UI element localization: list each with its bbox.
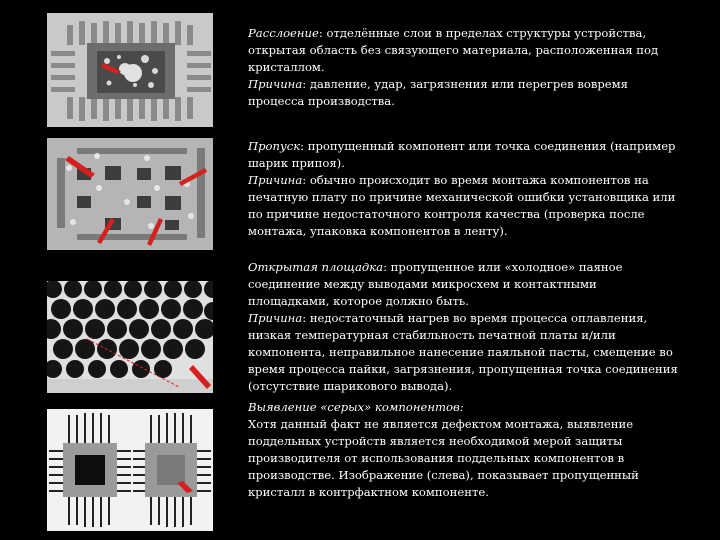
cause-label: Причина <box>248 77 303 91</box>
counterfeit-chip-xray-image <box>47 409 213 531</box>
open-pad-cause <box>248 310 678 395</box>
term-counterfeit: Выявление «серых» компонентов <box>248 400 460 414</box>
counterfeit-heading <box>248 399 678 416</box>
section-delamination <box>248 25 678 110</box>
term-open-pad: Открытая площадка <box>248 260 384 274</box>
cause-label: Причина <box>248 311 303 325</box>
missing-definition <box>248 138 678 172</box>
missing-cause <box>248 172 678 240</box>
missing-component-xray-svg <box>47 138 213 250</box>
missing-cause-text: : обычно происходит во время монтажа компонентов на печатную плату по причине механической ошибки установщика или по причине недостаточного контроля качества (проверка после монтажа, упаковка компонентов в ленту). <box>248 173 676 238</box>
missing-definition-text: : пропущенный компонент или точка соединения (например шарик припоя). <box>248 139 676 170</box>
delamination-definition-text: : отделённые слои в пределах структуры устройства, открытая область без связующего материала, расположенная под кристаллом. <box>248 26 659 74</box>
counterfeit-heading-colon: : <box>459 400 464 414</box>
open-pad-xray-image <box>47 281 213 393</box>
term-missing: Пропуск <box>248 139 301 153</box>
section-missing-component <box>248 138 678 240</box>
counterfeit-chip-xray-svg <box>47 409 213 531</box>
open-pad-definition-text: : пропущенное или «холодное» паяное соединение между выводами микросхем и контактными площадками, которое должно быть. <box>248 260 623 308</box>
delamination-xray-image <box>47 13 213 127</box>
section-counterfeit <box>248 399 678 501</box>
open-pad-definition <box>248 259 678 310</box>
open-pad-xray-svg <box>47 281 213 393</box>
delamination-cause-text: : давление, удар, загрязнения или перегрев вовремя процесса производства. <box>248 77 628 108</box>
counterfeit-body: Хотя данный факт не является дефектом монтажа, выявление поддельных устройств является необходимой мерой защиты производителя от использования поддельных компонентов в производстве. Изображение (слева), показывает пропущенный кристалл в контрфактном компоненте. <box>248 417 639 499</box>
delamination-definition <box>248 25 678 76</box>
delamination-xray-svg <box>47 13 213 127</box>
cause-label: Причина <box>248 173 303 187</box>
section-open-pad <box>248 259 678 395</box>
delamination-cause <box>248 76 678 110</box>
term-delamination: Расслоение <box>248 26 319 40</box>
missing-component-xray-image <box>47 138 213 250</box>
open-pad-cause-text: : недостаточный нагрев во время процесса оплавления, низкая температурная стабильность печатной платы и/или компонента, неправильное нанесение паяльной пасты, смещение во время процесса пайки, загрязнения, пропущенная точка соединения (отсутствие шарикового вывода). <box>248 311 678 393</box>
